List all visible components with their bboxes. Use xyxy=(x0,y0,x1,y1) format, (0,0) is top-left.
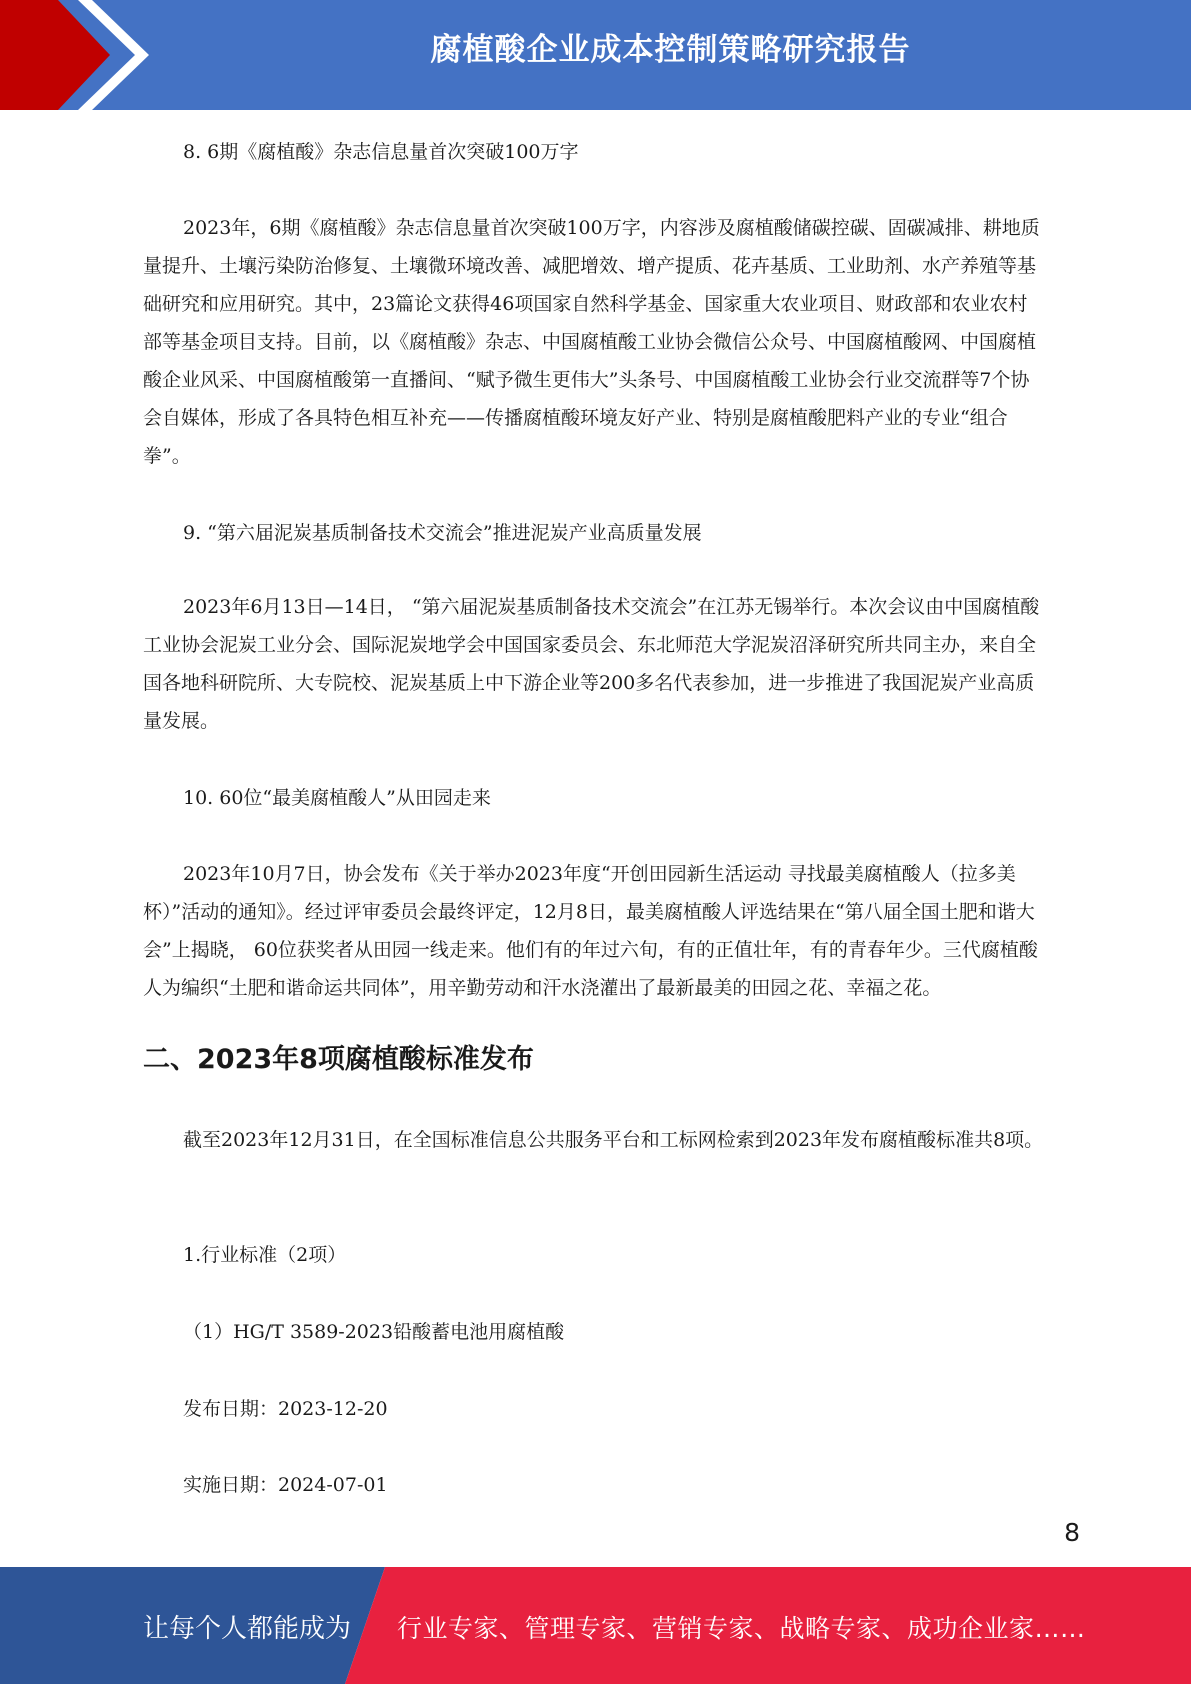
item8-title: 8. 6期《腐植酸》杂志信息量首次突破100万字 xyxy=(183,141,579,163)
footer-slogan-right: 行业专家、管理专家、营销专家、战略专家、成功企业家…… xyxy=(397,1614,1086,1643)
item9-body: 2023年6月13日—14日， “第六届泥炭基质制备技术交流会”在江苏无锡举行。本次会议由中国腐植酸工业协会泥炭工业分会、国际泥炭地学会中国国家委员会、东北师范大学泥炭沼泽研究所共同主办，来自全国各地科研院所、大专院校、泥炭基质上中下游企业等200多名代表参加，进一步推进了我国泥炭产业高质量发展。 xyxy=(143,596,1040,732)
footer-slogan-left: 让每个人都能成为 xyxy=(143,1614,352,1644)
page-number: 8 xyxy=(1064,1518,1080,1547)
page-footer xyxy=(0,1567,1191,1684)
page-header xyxy=(0,0,1191,110)
item8-body: 2023年，6期《腐植酸》杂志信息量首次突破100万字，内容涉及腐植酸储碳控碳、固碳减排、耕地质量提升、土壤污染防治修复、土壤微环境改善、减肥增效、增产提质、花卉基质、工业助剂、水产养殖等基础研究和应用研究。其中，23篇论文获得46项国家自然科学基金、国家重大农业项目、财政部和农业农村部等基金项目支持。目前，以《腐植酸》杂志、中国腐植酸工业协会微信公众号、中国腐植酸网、中国腐植酸企业风采、中国腐植酸第一直播间、“赋予微生更伟大”头条号、中国腐植酸工业协会行业交流群等7个协会自媒体，形成了各具特色相互补充——传播腐植酸环境友好产业、特别是腐植酸肥料产业的专业“组合拳”。 xyxy=(143,217,1040,467)
section2-intro: 截至2023年12月31日，在全国标准信息公共服务平台和工标网检索到2023年发布腐植酸标准共8项。 xyxy=(183,1129,1044,1151)
header-title: 腐植酸企业成本控制策略研究报告 xyxy=(430,32,911,68)
section2-heading: 二、2023年8项腐植酸标准发布 xyxy=(143,1044,534,1075)
item9-title: 9. “第六届泥炭基质制备技术交流会”推进泥炭产业高质量发展 xyxy=(183,522,702,544)
standard-1-effective-date: 实施日期：2024-07-01 xyxy=(183,1474,388,1496)
item10-body: 2023年10月7日，协会发布《关于举办2023年度“开创田园新生活运动 寻找最美腐植酸人（拉多美杯）”活动的通知》。经过评审委员会最终评定，12月8日，最美腐植酸人评选结果在“第八届全国土肥和谐大会”上揭晓， 60位获奖者从田园一线走来。他们有的年过六旬，有的正值壮年，有的青春年少。三代腐植酸人为编织“土肥和谐命运共同体”，用辛勤劳动和汗水浇灌出了最新最美的田园之花、幸福之花。 xyxy=(143,863,1038,999)
header-arrow-decoration xyxy=(0,0,160,110)
industry-standard-title: 1.行业标准（2项） xyxy=(183,1244,347,1266)
standard-1-name: （1）HG/T 3589-2023铅酸蓄电池用腐植酸 xyxy=(183,1321,565,1343)
standard-1-release-date: 发布日期：2023-12-20 xyxy=(183,1398,388,1420)
item10-title: 10. 60位“最美腐植酸人”从田园走来 xyxy=(183,787,491,809)
